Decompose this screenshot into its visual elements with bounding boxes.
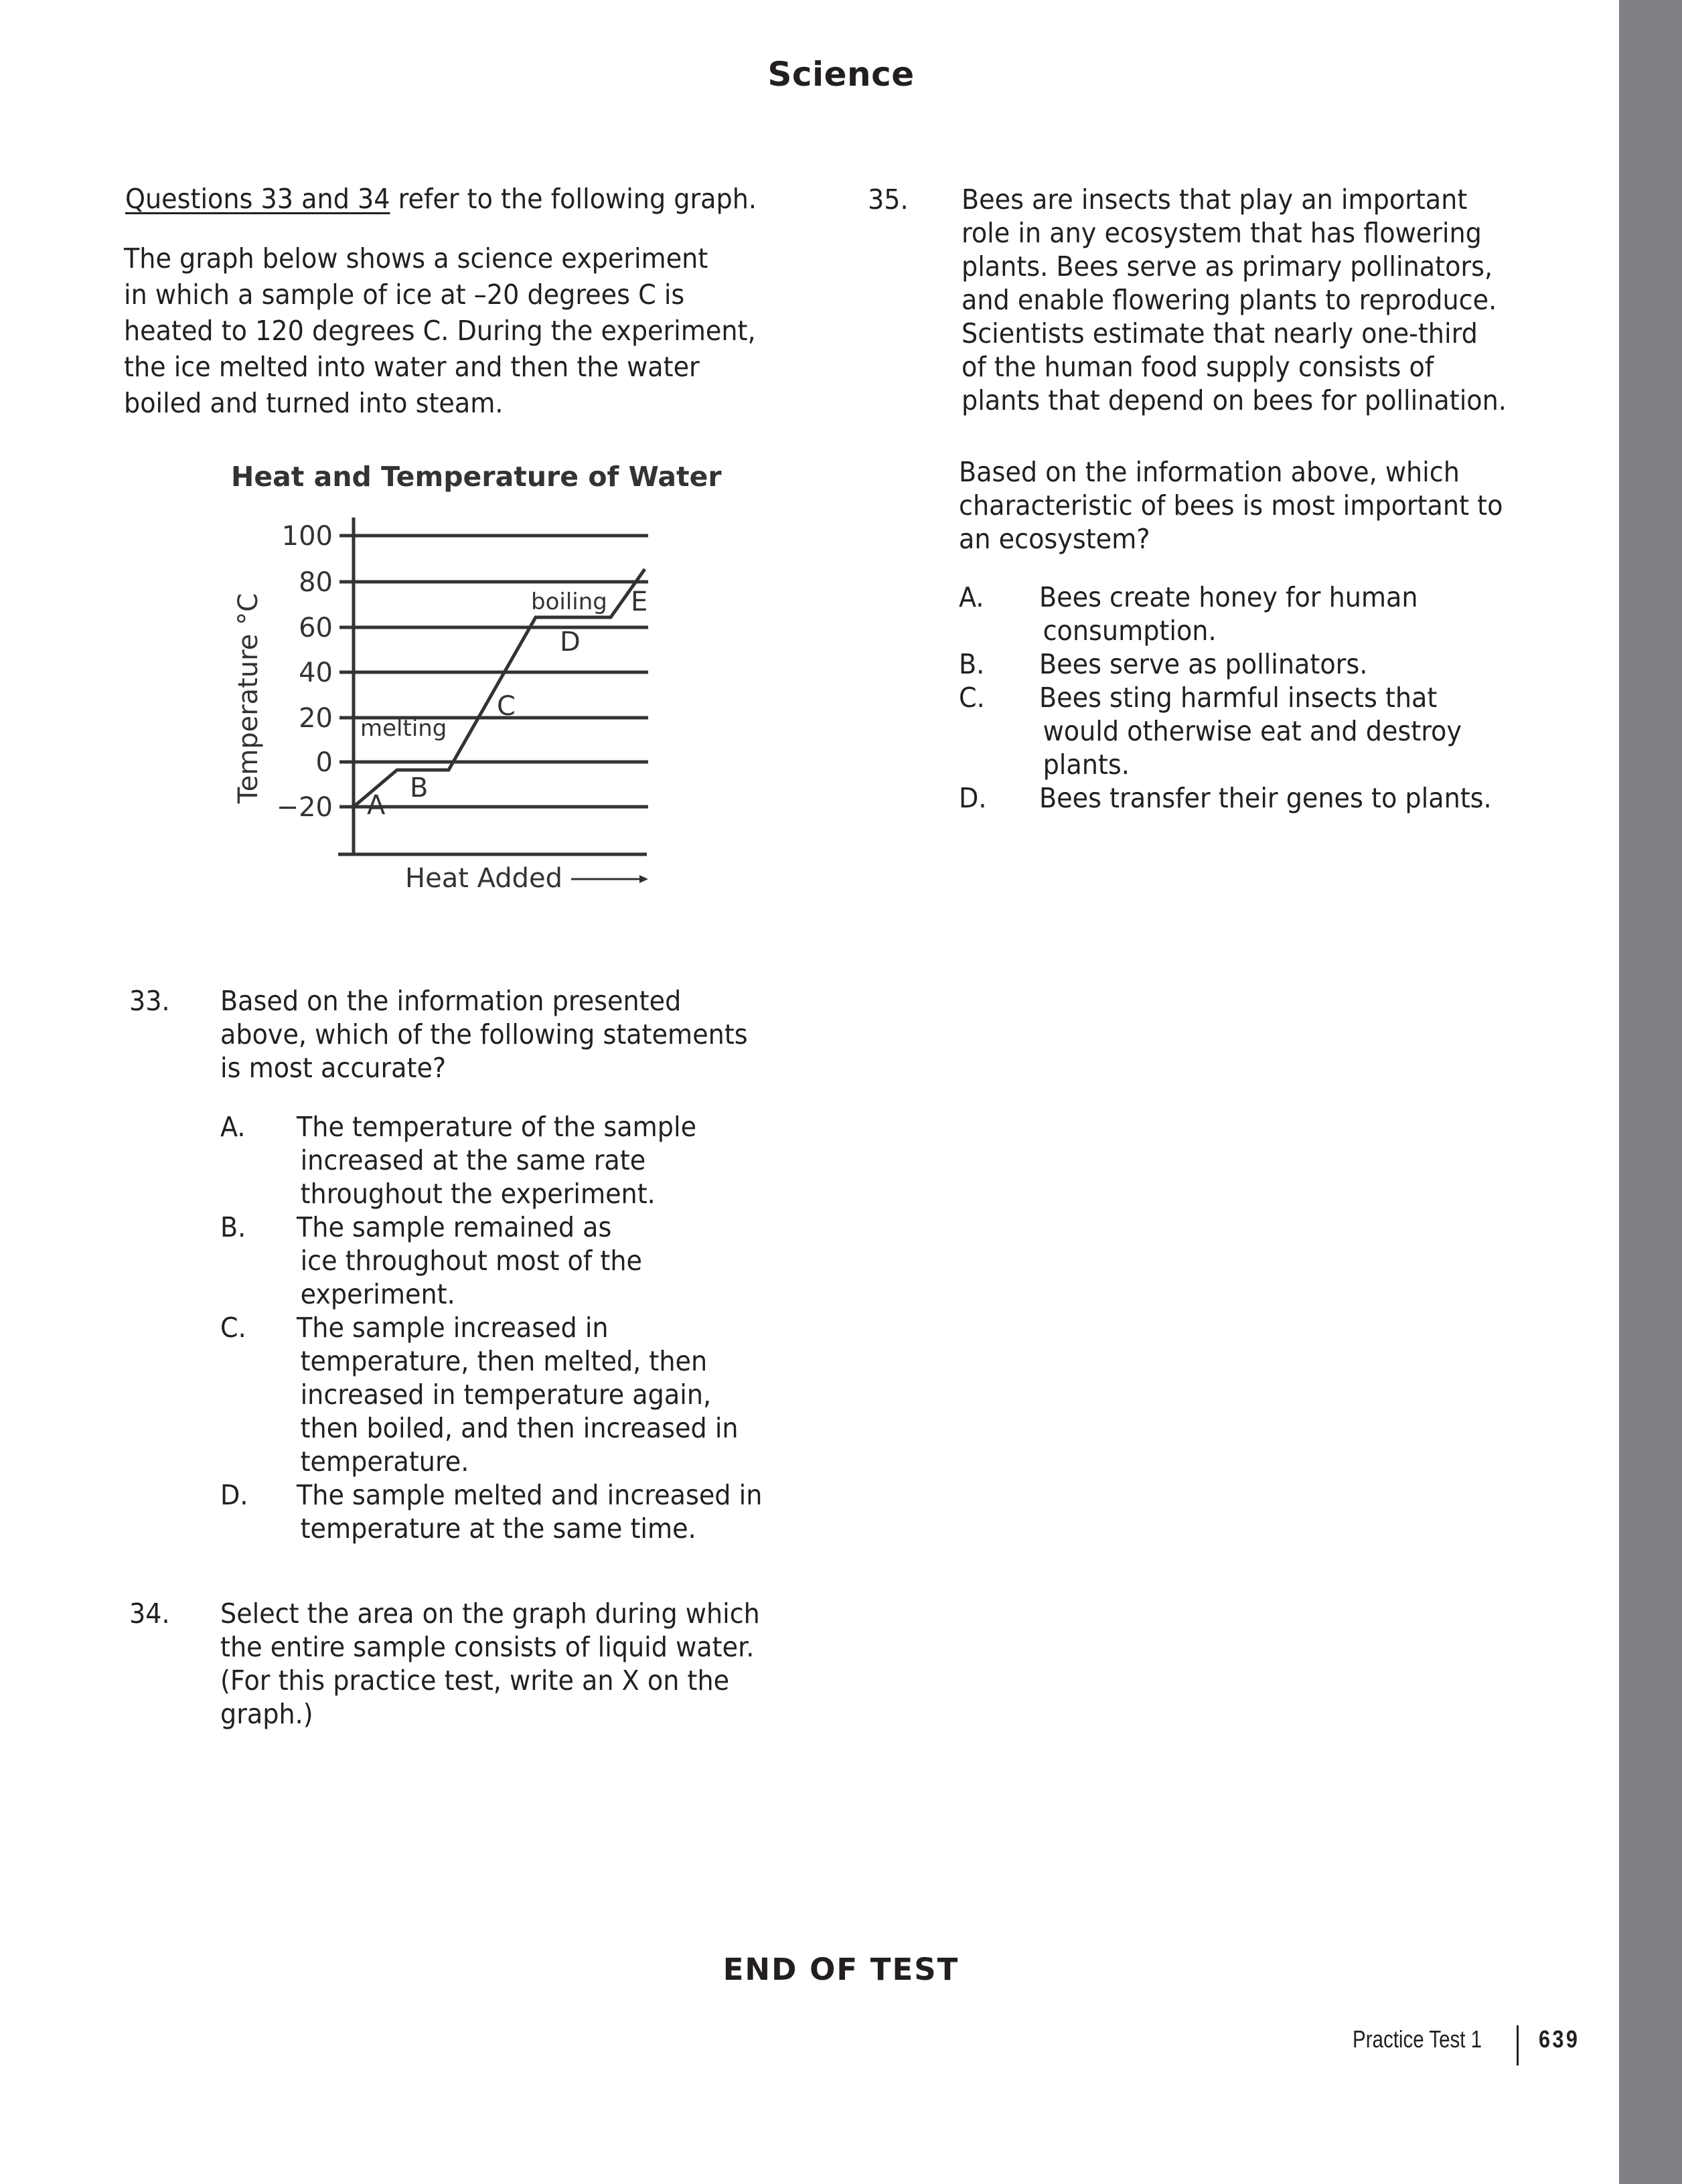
q33-option-a-letter[interactable]: A. — [220, 1111, 246, 1143]
footer-section-label: Practice Test 1 — [1353, 2025, 1482, 2053]
heat-temperature-chart — [0, 0, 737, 911]
q35-option-d-letter[interactable]: D. — [959, 782, 987, 814]
footer-divider — [1517, 2025, 1519, 2065]
chart-title: Heat and Temperature of Water — [231, 461, 722, 493]
q35-option-b[interactable]: Bees serve as pollinators. — [1039, 648, 1368, 680]
segment-e-label: E — [631, 587, 648, 617]
page-number: 639 — [1539, 2025, 1580, 2053]
segment-a-label: A — [367, 790, 386, 821]
end-of-test-heading: END OF TEST — [722, 1952, 960, 1987]
question-35-stem: Based on the information above, which characteristic of bees is most important to an ecosystem? — [959, 456, 1503, 555]
question-35-passage: Bees are insects that play an important role in any ecosystem that has flowering plants. Bees serve as primary pollinators, and enable flowering plants to reproduce. Scientists estimate that nearly one-third of the human food supply consists of plants that depend on bees for pollination. — [962, 183, 1507, 416]
y-tick-labels — [277, 521, 333, 823]
svg-text:0: 0 — [315, 747, 333, 778]
svg-text:60: 60 — [299, 613, 333, 643]
page-title: Science — [767, 55, 915, 94]
svg-text:20: 20 — [299, 703, 333, 734]
svg-text:40: 40 — [299, 657, 333, 688]
question-34-number: 34. — [129, 1597, 170, 1630]
q35-option-b-letter[interactable]: B. — [959, 648, 985, 680]
q35-option-c[interactable]: Bees sting harmful insects that would otherwise eat and destroy plants. — [1039, 682, 1462, 781]
q35-option-c-letter[interactable]: C. — [959, 682, 985, 714]
segment-d-label: D — [560, 627, 581, 657]
question-33-number: 33. — [129, 985, 170, 1017]
q33-option-b-letter[interactable]: B. — [220, 1211, 246, 1243]
q35-option-a-letter[interactable]: A. — [959, 581, 984, 613]
svg-text:100: 100 — [281, 521, 333, 552]
questions-reference: Questions 33 and 34 refer to the following graph. — [125, 183, 757, 215]
svg-text:80: 80 — [299, 567, 333, 598]
questions-reference-link: Questions 33 and 34 — [125, 183, 390, 215]
y-axis-label: Temperature °C — [233, 593, 264, 803]
q33-option-d-letter[interactable]: D. — [220, 1479, 248, 1511]
boiling-annotation: boiling — [531, 589, 607, 615]
q35-option-a[interactable]: Bees create honey for human consumption. — [1039, 581, 1418, 647]
melting-annotation: melting — [360, 715, 447, 742]
q33-option-c-letter[interactable]: C. — [220, 1312, 246, 1344]
q33-option-d[interactable]: The sample melted and increased in temperature at the same time. — [297, 1479, 763, 1545]
question-35-number: 35. — [868, 183, 909, 216]
experiment-description: The graph below shows a science experiment in which a sample of ice at –20 degrees C is heated to 120 degrees C. During the experiment, the ice melted into water and then the water boiled and turned into steam. — [124, 242, 756, 419]
question-33-stem: Based on the information presented above, which of the following statements is most accurate? — [220, 985, 748, 1084]
question-34-stem: Select the area on the graph during which the entire sample consists of liquid water. (For this practice test, write an X on the graph.) — [220, 1597, 760, 1730]
q33-option-c[interactable]: The sample increased in temperature, then melted, then increased in temperature again, then boiled, and then increased in temperature. — [297, 1312, 739, 1478]
q33-option-a[interactable]: The temperature of the sample increased at the same rate throughout the experiment. — [297, 1111, 697, 1210]
segment-b-label: B — [410, 773, 429, 803]
x-axis-label: Heat Added — [405, 863, 563, 894]
svg-text:−20: −20 — [276, 792, 333, 823]
q35-option-d[interactable]: Bees transfer their genes to plants. — [1039, 782, 1492, 814]
segment-labels — [360, 587, 647, 821]
q33-option-b[interactable]: The sample remained as ice throughout most of the experiment. — [297, 1211, 642, 1310]
arrow-right-icon — [571, 875, 648, 883]
page-edge-tab — [1619, 0, 1682, 2184]
segment-c-label: C — [497, 691, 516, 722]
